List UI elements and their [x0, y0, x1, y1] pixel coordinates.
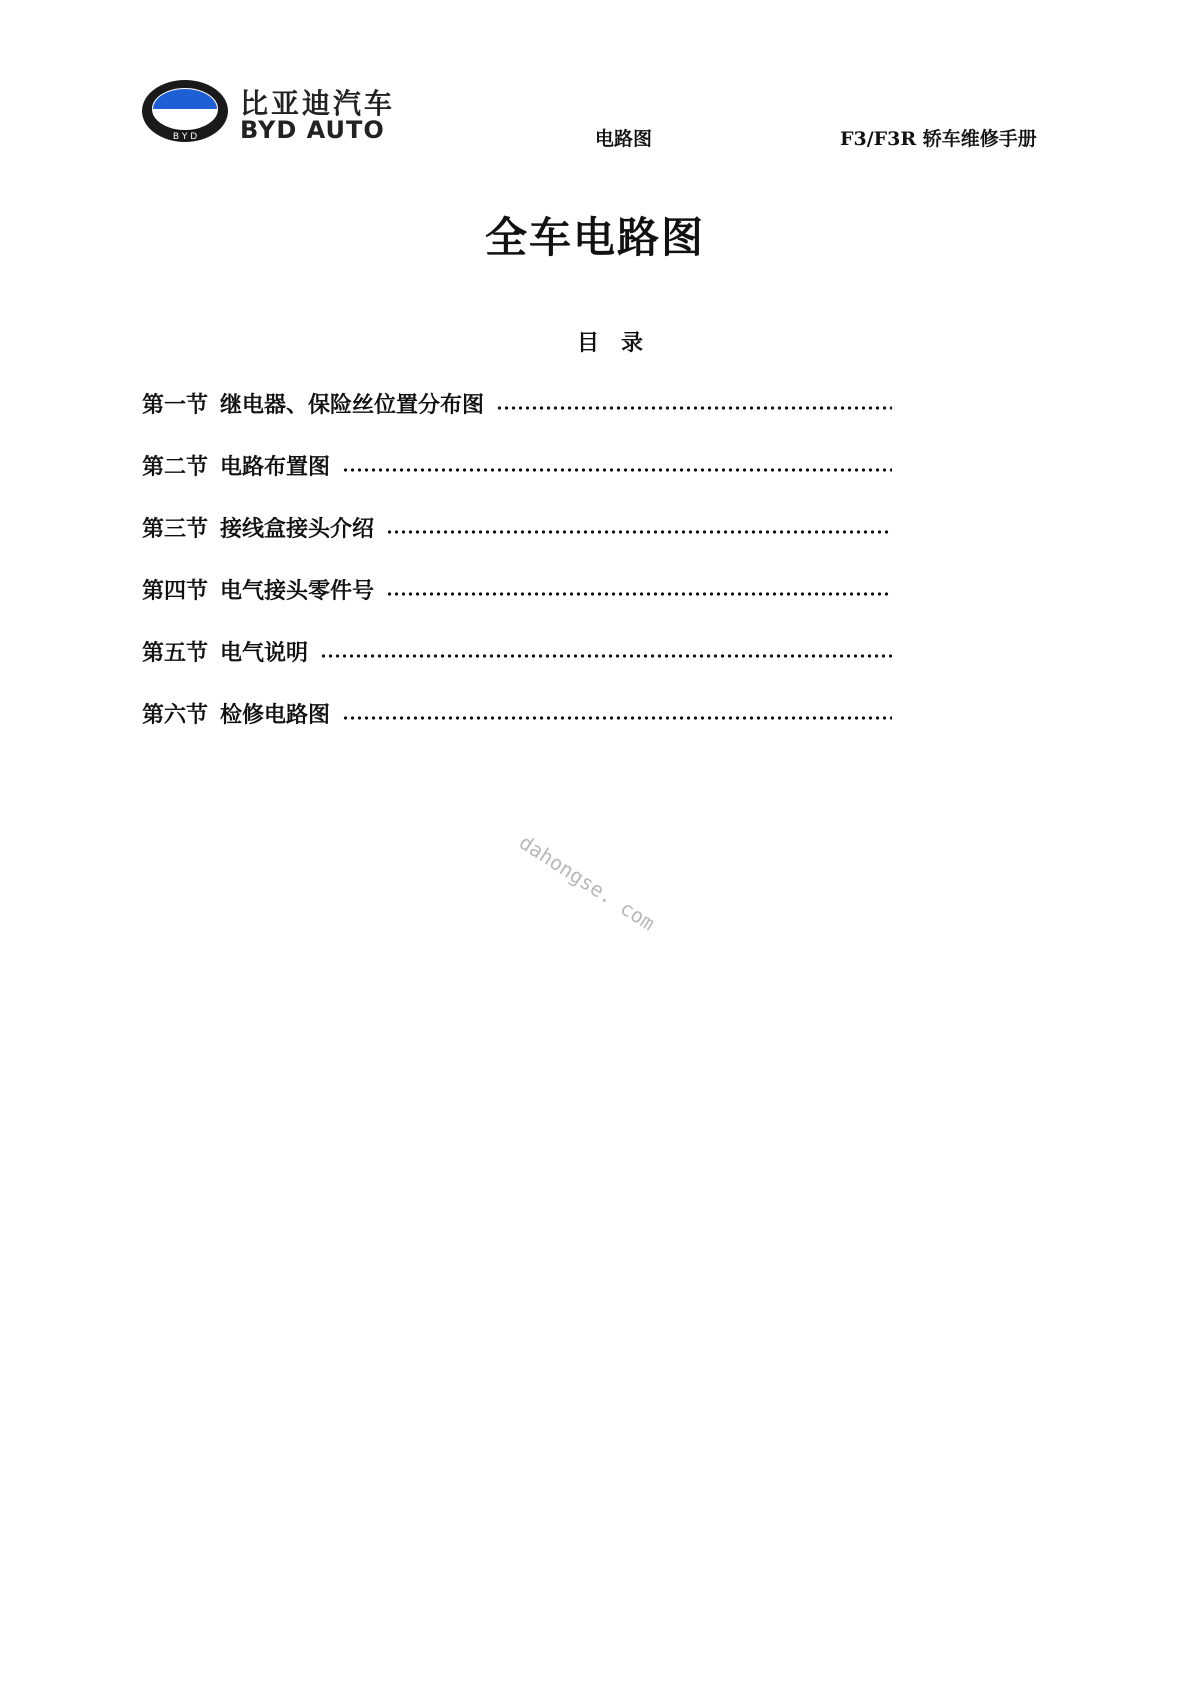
toc-heading: 目 录	[576, 330, 643, 356]
watermark: dahongse. com	[514, 830, 660, 936]
toc-leader-dots	[342, 467, 892, 473]
toc-item[interactable]	[142, 386, 892, 420]
toc-item-label: 电路布置图	[220, 453, 331, 480]
toc-leader-dots	[386, 591, 892, 597]
toc-item-number: 第二节	[142, 453, 209, 480]
byd-logo	[140, 78, 400, 148]
toc-leader-dots	[320, 653, 892, 659]
toc-leader-dots	[342, 715, 892, 721]
toc-item[interactable]	[142, 510, 892, 544]
brand-name-en: BYD AUTO	[240, 116, 385, 144]
toc-item[interactable]	[142, 696, 892, 730]
toc-item-number: 第五节	[142, 639, 209, 666]
toc-item[interactable]	[142, 634, 892, 668]
byd-emblem-icon	[140, 78, 230, 144]
toc-item-number: 第一节	[142, 391, 209, 418]
toc-item[interactable]	[142, 572, 892, 606]
toc-item-label: 检修电路图	[220, 701, 331, 728]
toc-item-label: 电气接头零件号	[220, 577, 375, 604]
toc-item-label: 电气说明	[220, 639, 309, 666]
toc-leader-dots	[496, 405, 892, 411]
header-manual-title: F3/F3R 轿车维修手册	[840, 128, 1037, 150]
page-header	[0, 0, 1190, 170]
header-section-label: 电路图	[595, 128, 653, 150]
toc-item-label: 接线盒接头介绍	[220, 515, 375, 542]
toc-item-number: 第三节	[142, 515, 209, 542]
toc-leader-dots	[386, 529, 892, 535]
toc-item-label: 继电器、保险丝位置分布图	[220, 391, 485, 418]
toc-item-number: 第六节	[142, 701, 209, 728]
document-title: 全车电路图	[484, 213, 705, 262]
toc-item-number: 第四节	[142, 577, 209, 604]
emblem-text: B Y D	[172, 132, 198, 142]
toc-item[interactable]	[142, 448, 892, 482]
brand-name-cn: 比亚迪汽车	[240, 87, 396, 120]
